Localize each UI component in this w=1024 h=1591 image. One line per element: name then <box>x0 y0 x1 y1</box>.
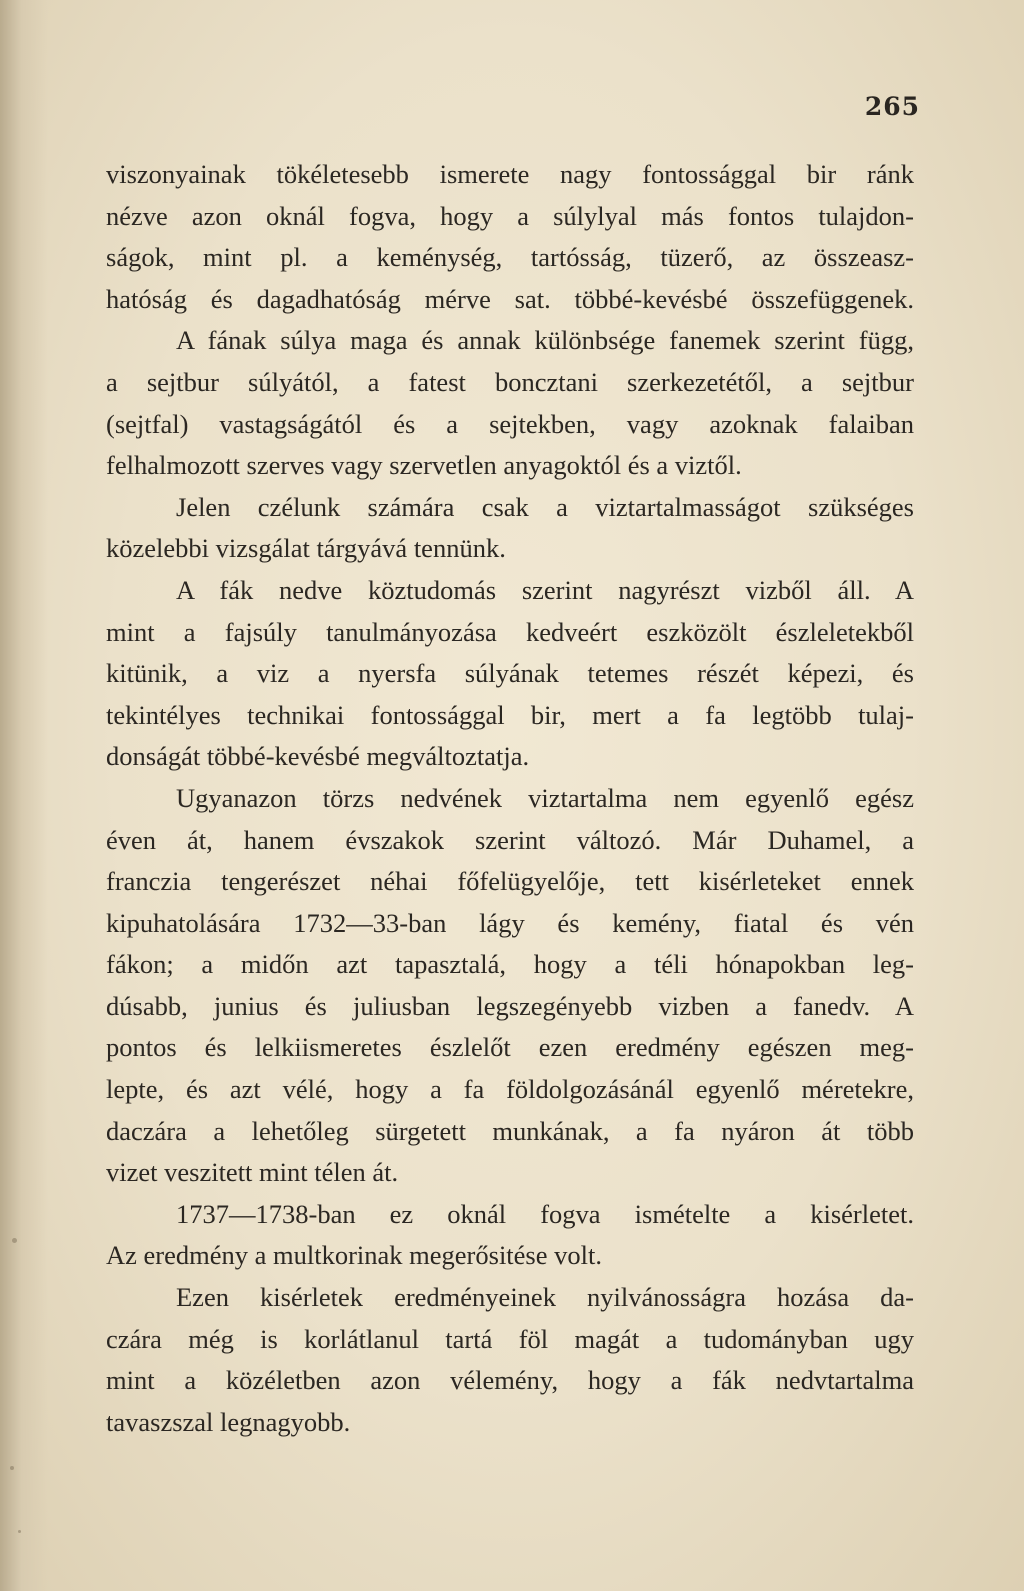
text-line: Ezen kisérletek eredményeinek nyilvánosságra hozása da- <box>176 1282 914 1313</box>
text-line: mint a fajsúly tanulmányozása kedveért eszközölt észleletekből <box>106 616 914 647</box>
paper-speck <box>18 1530 21 1533</box>
body-text <box>106 154 914 1443</box>
text-line: mint a közéletben azon vélemény, hogy a fák nedvtartalma <box>106 1365 914 1396</box>
text-line: viszonyainak tökéletesebb ismerete nagy fontossággal bir ránk <box>106 159 914 189</box>
text-line: A fák nedve köztudomás szerint nagyrészt vizből áll. A <box>176 574 914 605</box>
text-line: Ugyanazon törzs nedvének viztartalma nem egyenlő egész <box>176 782 914 813</box>
text-line: tekintélyes technikai fontossággal bir, mert a fa legtöbb tulaj- <box>106 699 914 730</box>
text-line: Az eredmény a multkorinak megerősitése volt. <box>106 1240 602 1271</box>
text-line: ságok, mint pl. a keménység, tartósság, tüzerő, az összeasz- <box>106 242 914 273</box>
text-line: vizet veszitett mint télen át. <box>106 1157 399 1188</box>
text-line: franczia tengerészet néhai főfelügyelője, tett kisérleteket ennek <box>106 866 914 897</box>
text-line: (sejtfal) vastagságától és a sejtekben, vagy azoknak falaiban <box>106 408 914 439</box>
page-number: 265 <box>864 92 920 121</box>
text-line: Jelen czélunk számára csak a viztartalmasságot szükséges <box>176 491 914 522</box>
text-line: tavaszszal legnagyobb. <box>106 1406 351 1437</box>
text-line: hatóság és dagadhatóság mérve sat. többé-kevésbé összefüggenek. <box>106 283 914 314</box>
text-line: 1737—1738-ban ez oknál fogva ismételte a kisérletet. <box>176 1198 914 1229</box>
text-line: nézve azon oknál fogva, hogy a súlylyal más fontos tulajdon- <box>106 200 914 231</box>
text-line: donságát többé-kevésbé megváltoztatja. <box>106 741 530 772</box>
text-line: daczára a lehetőleg sürgetett munkának, a fa nyáron át több <box>106 1115 914 1146</box>
text-line: a sejtbur súlyától, a fatest boncztani szerkezetétől, a sejtbur <box>106 366 914 397</box>
text-line: A fának súlya maga és annak különbsége fanemek szerint függ, <box>176 325 914 356</box>
text-line: éven át, hanem évszakok szerint változó. Már Duhamel, a <box>106 824 914 855</box>
text-line: kipuhatolására 1732—33-ban lágy és kemény, fiatal és vén <box>106 907 914 938</box>
text-line: czára még is korlátlanul tartá föl magát a tudományban ugy <box>106 1323 914 1354</box>
paper-speck <box>10 1466 14 1470</box>
text-line: kitünik, a viz a nyersfa súlyának tetemes részét képezi, és <box>106 658 914 689</box>
text-line: pontos és lelkiismeretes észlelőt ezen eredmény egészen meg- <box>106 1032 914 1063</box>
text-line: lepte, és azt vélé, hogy a fa földolgozásánál egyenlő méretekre, <box>106 1074 914 1105</box>
text-line: fákon; a midőn azt tapasztalá, hogy a téli hónapokban leg- <box>106 949 914 980</box>
text-line: közelebbi vizsgálat tárgyává tennünk. <box>106 533 506 564</box>
text-line: felhalmozott szerves vagy szervetlen anyagoktól és a viztől. <box>106 450 742 481</box>
text-line: dúsabb, junius és juliusban legszegényebb vizben a fanedv. A <box>106 990 914 1021</box>
paper-speck <box>12 1238 17 1243</box>
